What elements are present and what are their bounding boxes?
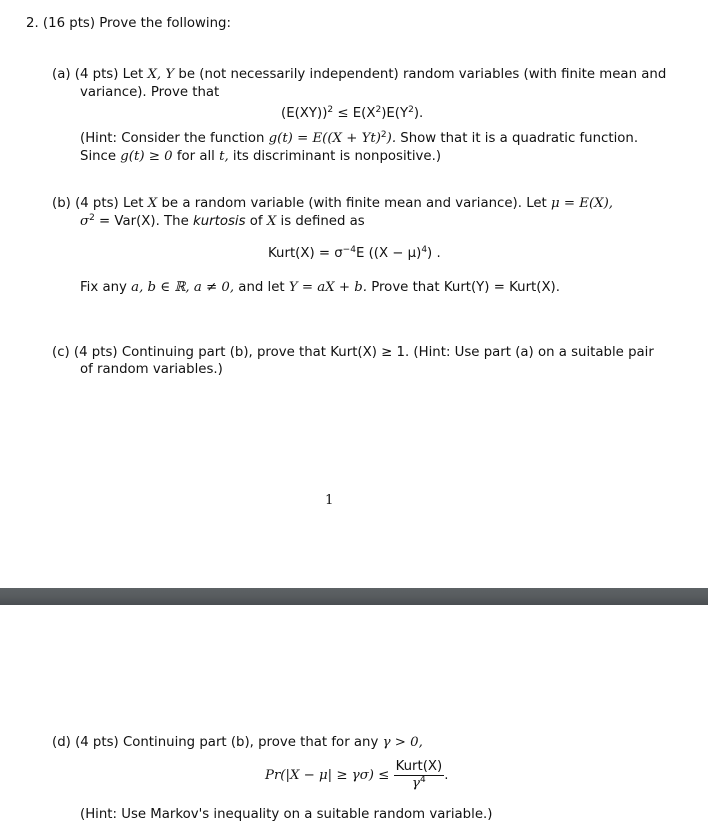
- eq-exponent: 2: [408, 105, 414, 115]
- eq-relation: ≤: [337, 106, 349, 121]
- part-b-text: of: [249, 214, 263, 229]
- eq-term: ) .: [427, 246, 441, 261]
- eq-term: (E(XY)): [281, 106, 328, 121]
- part-a-label: (a): [52, 67, 71, 82]
- part-d-math: γ > 0,: [382, 735, 423, 750]
- hint-text: (Hint: Consider the function: [80, 131, 265, 146]
- part-c-text: (Hint: Use part (a) on a suitable pair: [413, 345, 654, 360]
- part-d-line-1: [52, 735, 423, 751]
- hint-exponent: 2: [380, 130, 387, 140]
- eq-term: .: [444, 768, 449, 783]
- kurtosis-term: kurtosis: [193, 214, 246, 229]
- eq-term: Kurt(X) = σ: [268, 246, 343, 261]
- document-page-2: [0, 605, 708, 840]
- part-d-hint: [80, 807, 492, 823]
- eq-exponent: 2: [375, 105, 382, 115]
- part-a-text: Let: [122, 67, 144, 82]
- part-b-label: (b): [52, 196, 71, 211]
- part-c-label: (c): [52, 345, 70, 360]
- hint-math: g(t) ≥ 0: [120, 149, 173, 164]
- eq-term: ).: [413, 106, 424, 121]
- part-c-text: Continuing part (b), prove that: [121, 345, 327, 360]
- part-b-math: Kurt(Y) = Kurt(X).: [443, 280, 560, 295]
- part-c-math: Kurt(X) ≥ 1.: [330, 345, 410, 360]
- part-a-line-2: [80, 85, 219, 101]
- eq-denominator: [394, 776, 445, 791]
- part-a-points: (4 pts): [74, 67, 119, 82]
- page-number: 1: [325, 493, 334, 508]
- problem-heading: [26, 16, 231, 32]
- part-b-points: (4 pts): [75, 196, 119, 211]
- part-b-task-line: [80, 280, 560, 296]
- kurtosis-definition-equation: [268, 246, 441, 262]
- part-b-math: σ: [80, 214, 90, 229]
- part-b-math: Y = aX + b.: [288, 280, 367, 295]
- part-c-points: (4 pts): [73, 345, 118, 360]
- part-b-line-2: [80, 214, 365, 230]
- eq-term: E(X: [352, 106, 376, 121]
- part-a-line-1: [52, 67, 666, 83]
- part-a-hint-line-2: [80, 149, 441, 165]
- hint-text: (Hint: Use Markov's inequality on a suitable random variable.): [80, 807, 493, 822]
- part-d-label: (d): [52, 735, 71, 750]
- eq-term: )E(Y: [381, 106, 409, 121]
- eq-numerator: Kurt(X): [395, 759, 443, 774]
- eq-exponent: −4: [342, 245, 356, 255]
- hint-text: Since: [80, 149, 117, 164]
- part-a-text: be (not necessarily independent) random variables (with finite mean and: [178, 67, 667, 82]
- eq-fraction: [394, 759, 445, 791]
- eq-gamma: γ: [412, 776, 420, 791]
- problem-title: Prove the following:: [99, 16, 231, 31]
- part-b-line-1: [52, 196, 613, 212]
- part-d-points: (4 pts): [75, 735, 119, 750]
- part-d-text: Continuing part (b), prove that for any: [122, 735, 379, 750]
- eq-exponent: 2: [327, 105, 334, 115]
- part-b-math: a, b ∈ ℝ, a ≠ 0,: [131, 280, 235, 295]
- part-b-math: μ = E(X),: [551, 196, 614, 211]
- part-b-math: X: [266, 214, 277, 229]
- part-b-text: and let: [238, 280, 285, 295]
- part-b-text: Let: [526, 196, 547, 211]
- part-b-math: = Var(X).: [99, 214, 160, 229]
- part-b-text: Prove that: [371, 280, 440, 295]
- part-b-text: The: [164, 214, 189, 229]
- hint-math: t,: [219, 149, 229, 164]
- part-a-equation: [281, 106, 423, 122]
- part-c-line-1: [52, 345, 654, 361]
- part-b-math: X: [147, 196, 158, 211]
- hint-text: for all: [176, 149, 215, 164]
- chebyshev-like-equation: [265, 759, 448, 793]
- problem-number: 2.: [26, 16, 39, 31]
- part-a-hint-line-1: [80, 131, 638, 147]
- part-b-text: Fix any: [80, 280, 127, 295]
- part-c-text: of random variables.): [80, 362, 223, 377]
- hint-math: ).: [386, 131, 397, 146]
- part-b-exponent: 2: [89, 213, 95, 223]
- eq-exponent: 4: [421, 245, 428, 255]
- part-b-text: Let: [122, 196, 144, 211]
- eq-term: Pr(|X − μ| ≥ γσ) ≤: [265, 768, 390, 783]
- hint-text: its discriminant is nonpositive.): [232, 149, 442, 164]
- problem-points: (16 pts): [42, 16, 96, 31]
- part-a-text: variance). Prove that: [80, 85, 220, 100]
- hint-text: Show that it is a quadratic function.: [400, 131, 639, 146]
- hint-math: g(t) = E((X + Yt): [268, 131, 381, 146]
- eq-term: E ((X − μ): [355, 246, 422, 261]
- part-a-math: X, Y: [147, 67, 175, 82]
- part-b-text: be a random variable (with finite mean and variance).: [161, 196, 522, 211]
- part-c-line-2: [80, 362, 223, 378]
- part-b-text: is defined as: [280, 214, 365, 229]
- eq-exponent: 4: [420, 775, 426, 785]
- page-separator: [0, 588, 708, 605]
